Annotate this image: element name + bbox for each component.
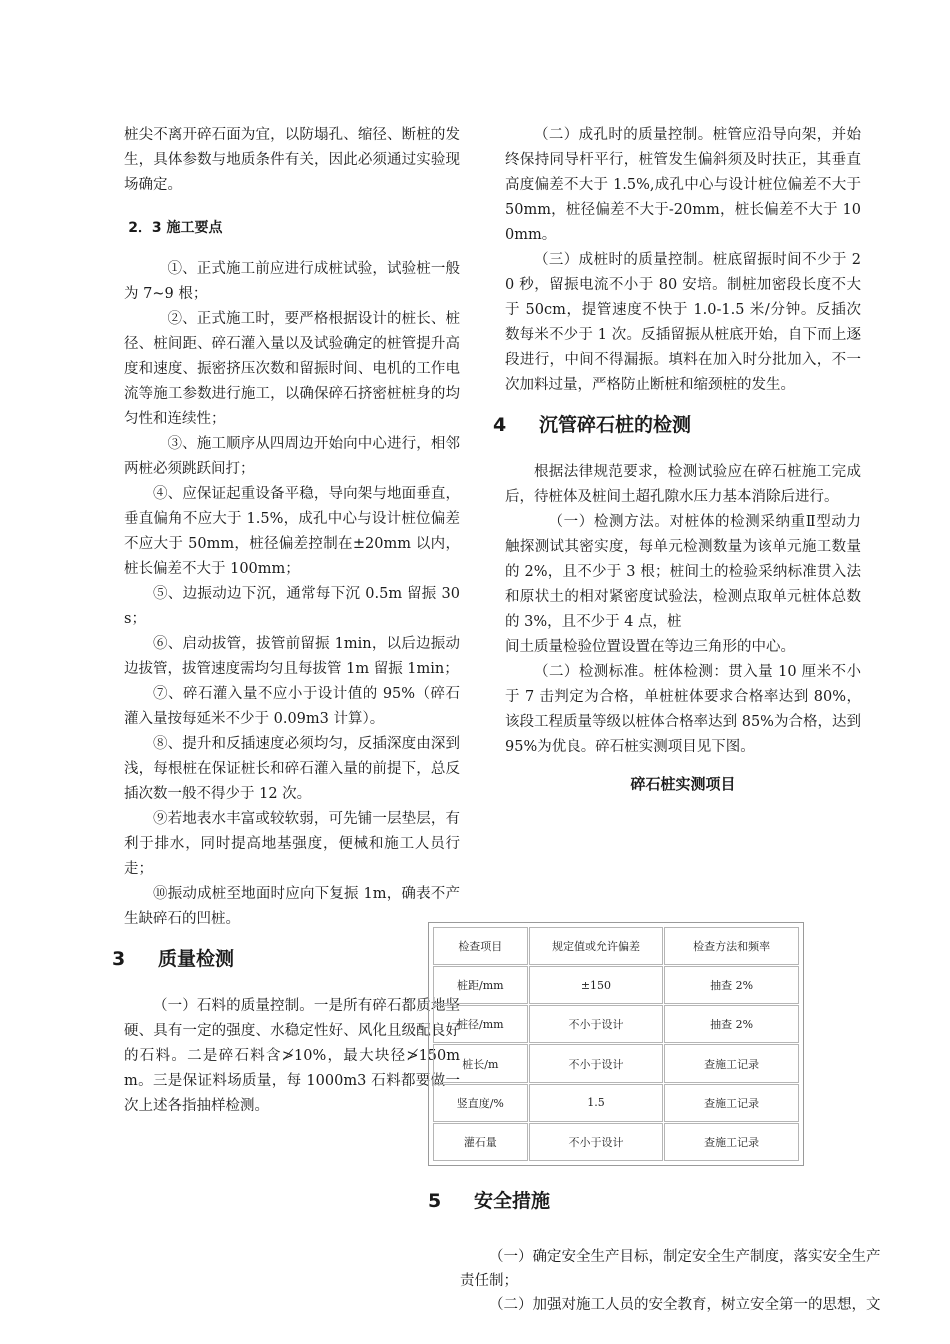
heading-section-4: [493, 410, 861, 440]
list-item: ⑩振动成桩至地面时应向下复振 1m，确表不产生缺碎石的凹桩。: [124, 886, 460, 927]
safety-measures-text: [460, 1245, 950, 1313]
table-header-cell: 检查项目: [433, 927, 528, 965]
table-row: [433, 1123, 799, 1161]
table-cell: 抽查 2%: [664, 1005, 799, 1043]
table-header-row: [433, 927, 799, 965]
section-title: 沉管碎石桩的检测: [539, 414, 692, 436]
list-item: ⑨若地表水丰富或较软弱，可先铺一层垫层，有利于排水，同时提高地基强度，便械和施工人员行走；: [124, 811, 460, 877]
section-title: 质量检测: [158, 948, 235, 970]
paragraph-stone-quality: （一）石料的质量控制。一是所有碎石都质地坚硬、具有一定的强度、水稳定性好、风化且级配良好的石料。二是碎石料含≯10%，最大块径≯150mm。三是保证料场质量，每 1000m3 石料都要做一次上述各指抽样检测。: [124, 998, 460, 1114]
paragraph-inspection-standard: （二）检测标准。桩体检测：贯入量 10 厘米不小于 7 击判定为合格，单桩桩体要求合格率达到 80%，该段工程质量等级以桩体合格率达到 85%为合格，达到 95%为优良。碎石桩实测项目见下图。: [505, 664, 861, 755]
left-column: [112, 123, 460, 1119]
table-cell: 不小于设计: [529, 1123, 664, 1161]
table-cell: 不小于设计: [529, 1005, 664, 1043]
list-item: ①、正式施工前应进行成桩试验，试验桩一般为 7~9 根；: [124, 261, 460, 302]
table-cell: 竖直度/%: [433, 1084, 528, 1122]
table-cell: 桩径/mm: [433, 1005, 528, 1043]
table-cell: 桩长/m: [433, 1044, 528, 1082]
table-cell: 抽查 2%: [664, 966, 799, 1004]
right-column: [493, 123, 861, 797]
paragraph-safety-education: （二）加强对施工人员的安全教育，树立安全第一的思想，文: [489, 1297, 881, 1313]
inspection-table: [428, 922, 804, 1166]
table-cell: ±150: [529, 966, 664, 1004]
paragraph-inspection-timing: 根据法律规范要求，检测试验应在碎石桩施工完成后，待桩体及桩间土超孔隙水压力基本消除后进行。: [505, 464, 861, 505]
table-header-cell: 检查方法和频率: [664, 927, 799, 965]
paragraph-hole-quality: （二）成孔时的质量控制。桩管应沿导向架，并始终保持同导杆平行，桩管发生偏斜须及时扶正，其垂直高度偏差不大于 1.5%,成孔中心与设计桩位偏差不大于 50mm，桩径偏差不大于-20mm，桩长偏差不大于 100mm。: [505, 127, 861, 243]
subheading-construction-points: 2．3 施工要点: [128, 220, 223, 236]
section-title: 安全措施: [474, 1190, 551, 1212]
table-cell: 查施工记录: [664, 1123, 799, 1161]
list-item: ⑤、边振动边下沉，通常每下沉 0.5m 留振 30s；: [124, 586, 460, 627]
paragraph-pile-quality: （三）成桩时的质量控制。桩底留振时间不少于 20 秒，留振电流不小于 80 安培。制桩加密段长度不大于 50cm，提管速度不快于 1.0-1.5 米/分钟。反插次数每米不少于 1 次。反插留振从桩底开始，自下而上逐段进行，中间不得漏振。填料在加入时分批加入，不一次加料过量，严格防止断桩和缩颈桩的发生。: [505, 252, 861, 393]
section-number: 3: [112, 948, 126, 970]
list-item: ⑧、提升和反插速度必须均匀，反插深度由深到浅，每根桩在保证桩长和碎石灌入量的前提下，总反插次数一般不得少于 12 次。: [124, 736, 460, 802]
table-cell: 查施工记录: [664, 1084, 799, 1122]
table-caption: 碎石桩实测项目: [630, 775, 736, 793]
table-row: [433, 966, 799, 1004]
table-cell: 灌石量: [433, 1123, 528, 1161]
section-number: 5: [428, 1190, 442, 1212]
list-item: ⑦、碎石灌入量不应小于设计值的 95%（碎石灌入量按每延米不少于 0.09m3 计算）。: [124, 686, 460, 727]
paragraph-safety-goal-cont: 责任制；: [460, 1273, 518, 1289]
table-cell: 查施工记录: [664, 1044, 799, 1082]
table-row: [433, 1084, 799, 1122]
paragraph-pile-tip: 桩尖不离开碎石面为宜，以防塌孔、缩径、断桩的发生，具体参数与地质条件有关，因此必须通过实验现场确定。: [124, 127, 460, 193]
paragraph-inspection-location: 间土质量检验位置设置在等边三角形的中心。: [505, 639, 795, 655]
paragraph-safety-goal: （一）确定安全生产目标，制定安全生产制度，落实安全生产: [489, 1249, 881, 1265]
list-item: ②、正式施工时，要严格根据设计的桩长、桩径、桩间距、碎石灌入量以及试验确定的桩管提升高度和速度、振密挤压次数和留振时间、电机的工作电流等施工参数进行施工，以确保碎石挤密桩桩身的均匀性和连续性；: [124, 311, 460, 427]
list-item: ⑥、启动拔管，拔管前留振 1min，以后边振动边拔管，拔管速度需均匀且每拔管 1m 留振 1min；: [124, 636, 460, 677]
list-item: ③、施工顺序从四周边开始向中心进行，相邻两桩必须跳跃间打；: [124, 436, 460, 477]
heading-section-3: [112, 944, 460, 974]
paragraph-inspection-method: （一）检测方法。对桩体的检测采纳重Ⅱ型动力触探测试其密实度，每单元检测数量为该单元施工数量的 2%，且不少于 3 根；桩间土的检验采纳标准贯入法和原状土的相对紧密度试验法，检测点取单元桩体总数的 3%，且不少于 4 点，桩: [505, 514, 861, 630]
table-header-cell: 规定值或允许偏差: [529, 927, 664, 965]
heading-section-5: [428, 1186, 550, 1213]
table-row: [433, 1044, 799, 1082]
table-cell: 桩距/mm: [433, 966, 528, 1004]
table-cell: 1.5: [529, 1084, 664, 1122]
table-cell: 不小于设计: [529, 1044, 664, 1082]
section-number: 4: [493, 414, 507, 436]
list-item: ④、应保证起重设备平稳，导向架与地面垂直，垂直偏角不应大于 1.5%，成孔中心与设计桩位偏差不应大于 50mm，桩径偏差控制在±20mm 以内，桩长偏差不大于 100mm；: [124, 486, 460, 577]
table-row: [433, 1005, 799, 1043]
